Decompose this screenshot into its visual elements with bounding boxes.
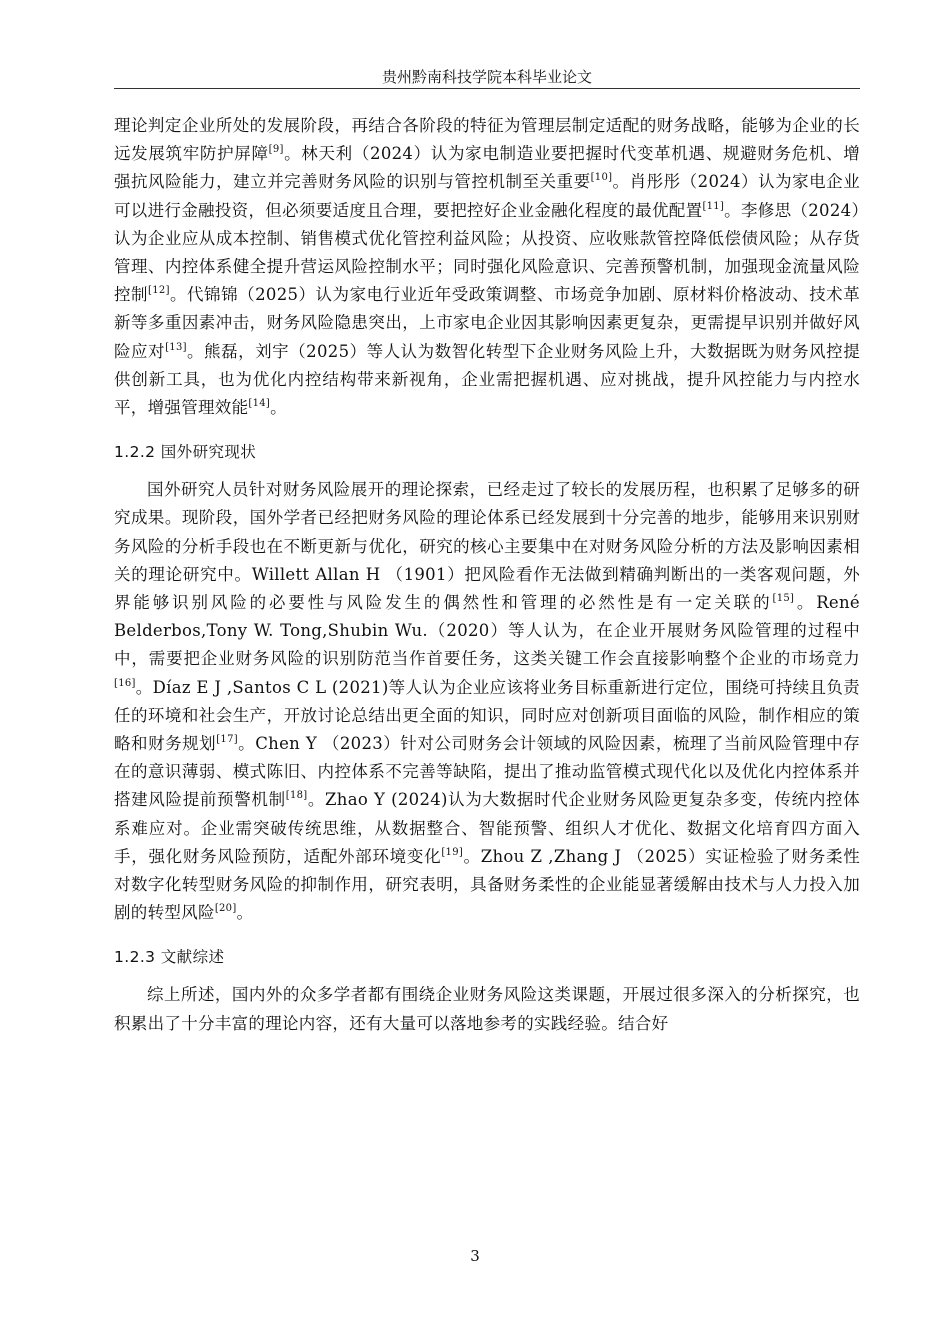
text-run: 。代锦锦（2025）认为家电行业近年受政策调整、市场竞争加剧、原材料价格波动、技术革新等多重因素冲击，财务风险隐患突出，上市家电企业因其影响因素更复杂，更需提早识别并做好风险应对 bbox=[114, 285, 860, 361]
text-run: 。肖彤彤（2024）认为家电企业可以进行金融投资，但必须要适度且合理，要把控好企业金融化程度的最优配置 bbox=[114, 172, 860, 220]
citation-ref: [18] bbox=[285, 790, 308, 802]
text-run: 理论判定企业所处的发展阶段，再结合各阶段的特征为管理层制定适配的财务战略，能够为企业的长远发展筑牢防护屏障 bbox=[114, 116, 860, 164]
page-number: 3 bbox=[470, 1247, 480, 1265]
page-header bbox=[114, 66, 860, 89]
paragraph-foreign-research bbox=[114, 476, 860, 927]
text-run: 。Zhou Z ,Zhang J （2025）实证检验了财务柔性对数字化转型财务风险的抑制作用，研究表明，具备财务柔性的企业能显著缓解由技术与人力投入加剧的转型风险 bbox=[114, 846, 860, 923]
text-run: 国外研究人员针对财务风险展开的理论探索，已经走过了较长的发展历程，也积累了足够多的研究成果。现阶段，国外学者已经把财务风险的理论体系已经发展到十分完善的地步，能够用来识别财务风险的分析手段也在不断更新与优化，研究的核心主要集中在对财务风险分析的方法及影响因素相关的理论研究中。Willett Allan H （1901）把风险看作无法做到精确判断出的一类客观问题，外界能够识别风险的必要性与风险发生的偶然性和管理的必然性是有一定关联的 bbox=[114, 480, 860, 613]
text-run: 。 bbox=[270, 398, 287, 418]
citation-ref: [11] bbox=[702, 200, 725, 212]
header-title: 贵州黔南科技学院本科毕业论文 bbox=[381, 68, 592, 86]
section-heading-literature-review: 1.2.3 文献综述 bbox=[114, 948, 225, 967]
text-run: 。Chen Y （2023）针对公司财务会计领域的风险因素，梳理了当前风险管理中存在的意识薄弱、模式陈旧、内控体系不完善等缺陷，提出了推动监管模式现代化以及优化内控体系并搭建风险提前预警机制 bbox=[114, 734, 860, 810]
citation-ref: [14] bbox=[248, 398, 271, 410]
citation-ref: [19] bbox=[441, 846, 464, 858]
paragraph-literature-review bbox=[114, 981, 860, 1037]
text-run: 。Díaz E J ,Santos C L (2021)等人认为企业应该将业务目标重新进行定位，围绕可持续且负责任的环境和社会生产，开放讨论总结出更全面的知识，同时应对创新项目面临的风险，制作相应的策略和财务规划 bbox=[114, 677, 860, 754]
citation-ref: [10] bbox=[590, 172, 613, 184]
paragraph-domestic-review bbox=[114, 112, 860, 422]
text-run: 综上所述，国内外的众多学者都有围绕企业财务风险这类课题，开展过很多深入的分析探究，也积累出了十分丰富的理论内容，还有大量可以落地参考的实践经验。结合好 bbox=[114, 985, 860, 1033]
citation-ref: [12] bbox=[148, 285, 170, 297]
citation-ref: [20] bbox=[214, 903, 237, 915]
citation-ref: [13] bbox=[165, 341, 187, 353]
citation-ref: [17] bbox=[216, 734, 238, 746]
text-run: 。林天利（2024）认为家电制造业要把握时代变革机遇、规避财务危机、增强抗风险能力，建立并完善财务风险的识别与管控机制至关重要 bbox=[114, 144, 860, 192]
section-heading-foreign-research: 1.2.2 国外研究现状 bbox=[114, 443, 257, 462]
citation-ref: [9] bbox=[268, 144, 284, 156]
text-run: 。李修思（2024）认为企业应从成本控制、销售模式优化管控利益风险；从投资、应收账款管控降低偿债风险；从存货管理、内控体系健全提升营运风险控制水平；同时强化风险意识、完善预警机制，加强现金流量风险控制 bbox=[114, 200, 860, 305]
text-run: 。熊磊，刘宇（2025）等人认为数智化转型下企业财务风险上升，大数据既为财务风控提供创新工具，也为优化内控结构带来新视角，企业需把握机遇、应对挑战，提升风控能力与内控水平，增强管理效能 bbox=[114, 341, 861, 418]
page-body bbox=[114, 112, 860, 1038]
text-run: 。 bbox=[236, 903, 254, 923]
citation-ref: [16] bbox=[114, 677, 136, 689]
text-run: 。Zhao Y (2024)认为大数据时代企业财务风险更复杂多变，传统内控体系难应对。企业需突破传统思维，从数据整合、智能预警、组织人才优化、数据文化培育四方面入手，强化财务风险预防，适配外部环境变化 bbox=[114, 790, 860, 866]
citation-ref: [15] bbox=[772, 593, 795, 605]
text-run: 。René Belderbos,Tony W. Tong,Shubin Wu.（2020）等人认为，在企业开展财务风险管理的过程中中，需要把企业财务风险的识别防范当作首要任务，这类关键工作会直接影响整个企业的市场竞力 bbox=[114, 593, 860, 669]
